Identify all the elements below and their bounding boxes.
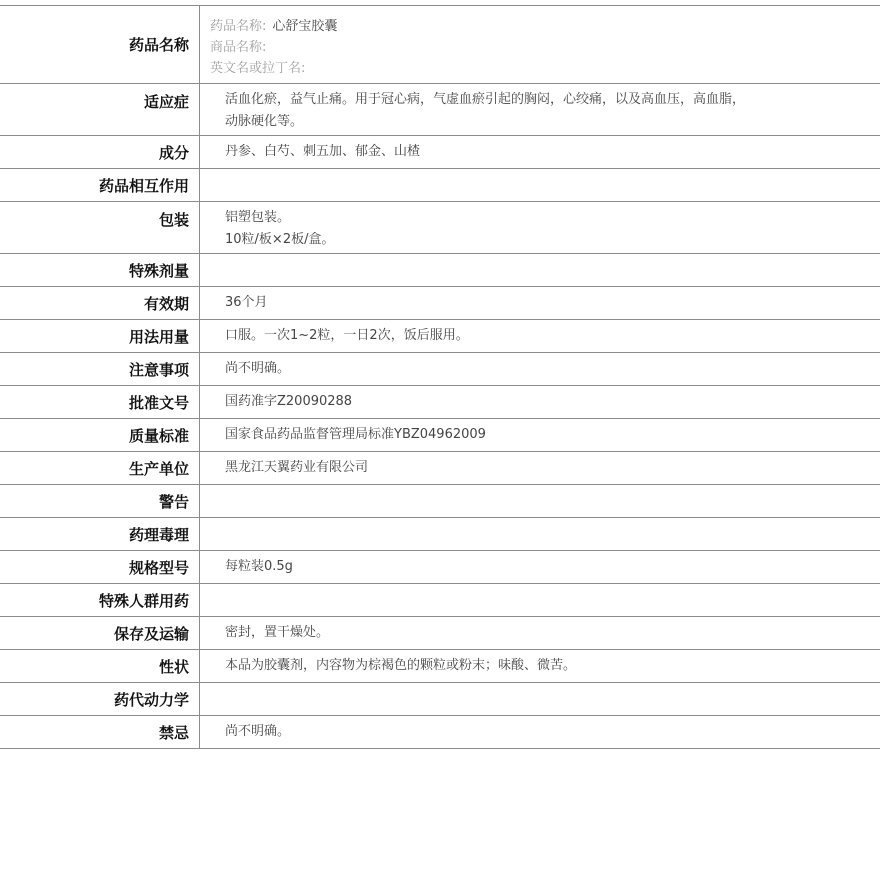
row-value	[200, 419, 880, 451]
value-line: 丹参、白芍、刺五加、郁金、山楂	[225, 144, 421, 159]
row-special-populations	[0, 584, 880, 617]
row-value	[200, 584, 880, 616]
row-value	[200, 386, 880, 418]
row-value	[200, 650, 880, 682]
value-line: 国药准字Z20090288	[225, 394, 353, 409]
trade-name-line	[210, 37, 880, 58]
row-manufacturer	[0, 452, 880, 485]
row-pharmacology	[0, 518, 880, 551]
row-indications	[0, 84, 880, 136]
value-line: 尚不明确。	[225, 724, 291, 739]
english-name-line	[210, 58, 880, 79]
row-shelf-life	[0, 287, 880, 320]
row-special-dosage	[0, 254, 880, 287]
row-label: 适应症	[0, 84, 200, 135]
row-ingredients	[0, 136, 880, 169]
row-usage	[0, 320, 880, 353]
row-label: 药代动力学	[0, 683, 200, 715]
row-packaging	[0, 202, 880, 254]
row-value	[200, 452, 880, 484]
value-line: 铝塑包装。	[225, 210, 291, 225]
row-label: 药品名称	[0, 6, 200, 83]
row-label: 警告	[0, 485, 200, 517]
row-label: 用法用量	[0, 320, 200, 352]
value-line: 国家食品药品监督管理局标准YBZ04962009	[225, 427, 486, 442]
row-label: 规格型号	[0, 551, 200, 583]
row-value	[200, 716, 880, 748]
row-value	[200, 84, 880, 135]
row-label: 禁忌	[0, 716, 200, 748]
drug-name-block	[200, 6, 880, 83]
row-approval-number	[0, 386, 880, 419]
row-drug-name	[0, 6, 880, 84]
drug-info-table	[0, 5, 880, 749]
row-label: 包装	[0, 202, 200, 253]
drug-name-key: 药品名称:	[210, 19, 267, 34]
row-value	[200, 485, 880, 517]
row-value	[200, 353, 880, 385]
row-value	[200, 617, 880, 649]
row-label: 保存及运输	[0, 617, 200, 649]
row-precautions	[0, 353, 880, 386]
row-contraindications	[0, 716, 880, 749]
value-line: 本品为胶囊剂，内容物为棕褐色的颗粒或粉末；味酸、微苦。	[225, 658, 577, 673]
row-interactions	[0, 169, 880, 202]
row-pharmacokinetics	[0, 683, 880, 716]
row-value	[200, 683, 880, 715]
row-description	[0, 650, 880, 683]
value-line: 尚不明确。	[225, 361, 291, 376]
row-label: 特殊剂量	[0, 254, 200, 286]
row-label: 药品相互作用	[0, 169, 200, 201]
row-label: 注意事项	[0, 353, 200, 385]
row-value	[200, 518, 880, 550]
row-label: 性状	[0, 650, 200, 682]
value-line: 密封，置干燥处。	[225, 625, 330, 640]
value-line: 36个月	[225, 295, 268, 310]
row-label: 有效期	[0, 287, 200, 319]
trade-name-key: 商品名称:	[210, 40, 267, 55]
drug-name-value: 心舒宝胶囊	[272, 19, 338, 34]
value-line: 10粒/板×2板/盒。	[225, 232, 335, 247]
row-warning	[0, 485, 880, 518]
row-label: 批准文号	[0, 386, 200, 418]
row-value	[200, 320, 880, 352]
row-label: 质量标准	[0, 419, 200, 451]
row-label: 生产单位	[0, 452, 200, 484]
row-value	[200, 287, 880, 319]
english-name-key: 英文名或拉丁名:	[210, 61, 306, 76]
row-storage	[0, 617, 880, 650]
row-quality-standard	[0, 419, 880, 452]
row-value	[200, 551, 880, 583]
row-value	[200, 254, 880, 286]
row-specification	[0, 551, 880, 584]
value-line: 动脉硬化等。	[225, 114, 304, 129]
value-line: 口服。一次1~2粒，一日2次，饭后服用。	[225, 328, 469, 343]
row-value	[200, 202, 880, 253]
row-value	[200, 169, 880, 201]
drug-name-line	[210, 16, 880, 37]
value-line: 活血化瘀，益气止痛。用于冠心病，气虚血瘀引起的胸闷，心绞痛，以及高血压，高血脂，	[225, 92, 746, 107]
row-label: 成分	[0, 136, 200, 168]
value-line: 每粒装0.5g	[225, 559, 293, 574]
row-value	[200, 136, 880, 168]
row-label: 特殊人群用药	[0, 584, 200, 616]
value-line: 黑龙江天翼药业有限公司	[225, 460, 369, 475]
row-label: 药理毒理	[0, 518, 200, 550]
